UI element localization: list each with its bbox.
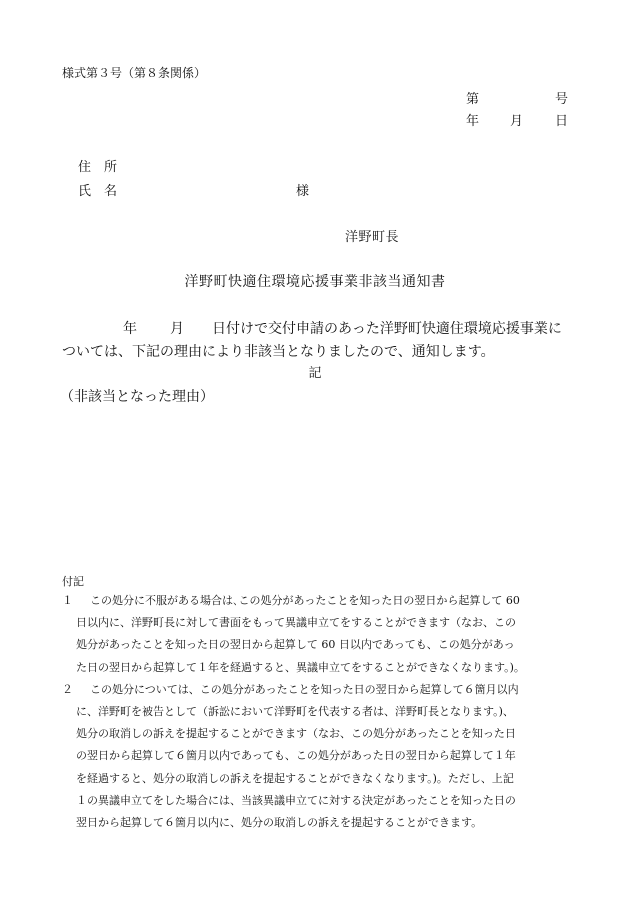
note-line: １の異議申立てをした場合には、当該異議申立てに対する決定があったことを知った日の (76, 793, 516, 807)
body-line-1: 日付けで交付申請のあった洋野町快適住環境応援事業に (212, 321, 562, 337)
name-label: 氏 名 (78, 184, 118, 199)
note-line: 翌日から起算して６箇月以内に、処分の取消しの訴えを提起することができます。 (76, 816, 483, 830)
note-line: 処分の取消しの訴えを提起することができます（なお、この処分があったことを知った日 (76, 727, 516, 741)
address-label: 住 所 (78, 160, 118, 175)
note-item-number: １ (62, 594, 73, 607)
honorific-sama: 様 (296, 184, 310, 199)
note-line: に、洋野町を被告として（訴訟において洋野町を代表する者は、洋野町長となります。)、 (76, 705, 514, 719)
issuer-name: 洋野町長 (345, 230, 400, 245)
note-item-number: ２ (62, 682, 73, 696)
note-line: 処分があったことを知った日の翌日から起算して 60 日以内であっても、この処分があっ (76, 638, 515, 652)
note-line: た日の翌日から起算して１年を経過すると、異議申立てをすることができなくなります。)。 (76, 660, 525, 674)
document-title: 洋野町快適住環境応援事業非該当通知書 (184, 274, 446, 290)
date-year-label: 年 (466, 114, 480, 129)
note-item-2 (62, 679, 582, 834)
ki-heading: 記 (308, 366, 322, 381)
note-line: この処分については、この処分があったことを知った日の翌日から起算して６箇月以内 (90, 682, 519, 696)
reason-label: （非該当となった理由） (60, 389, 214, 405)
form-number-label: 様式第３号（第８条関係） (62, 66, 207, 80)
notes-list (62, 590, 582, 834)
note-line: の翌日から起算して６箇月以内であっても、この処分があった日の翌日から起算して１年 (76, 749, 516, 763)
notes-heading: 付記 (62, 575, 84, 588)
date-month-label: 月 (510, 114, 524, 129)
note-line: を経過すると、処分の取消しの訴えを提起することができなくなります。)。ただし、上記 (76, 771, 514, 785)
body-year-label: 年 (123, 321, 137, 337)
note-item-1 (62, 590, 582, 679)
note-line: この処分に不服がある場合は､この処分があったことを知った日の翌日から起算して 60 (90, 594, 520, 607)
note-line: 日以内に、洋野町長に対して書面をもって異議申立てをすることができます（なお、この (76, 616, 516, 630)
body-line-2: ついては、下記の理由により非該当となりましたので、通知します。 (62, 344, 495, 360)
document-number-prefix: 第 (466, 92, 480, 107)
document-number-suffix: 号 (555, 92, 569, 107)
body-month-label: 月 (170, 321, 184, 337)
date-day-label: 日 (555, 114, 569, 129)
